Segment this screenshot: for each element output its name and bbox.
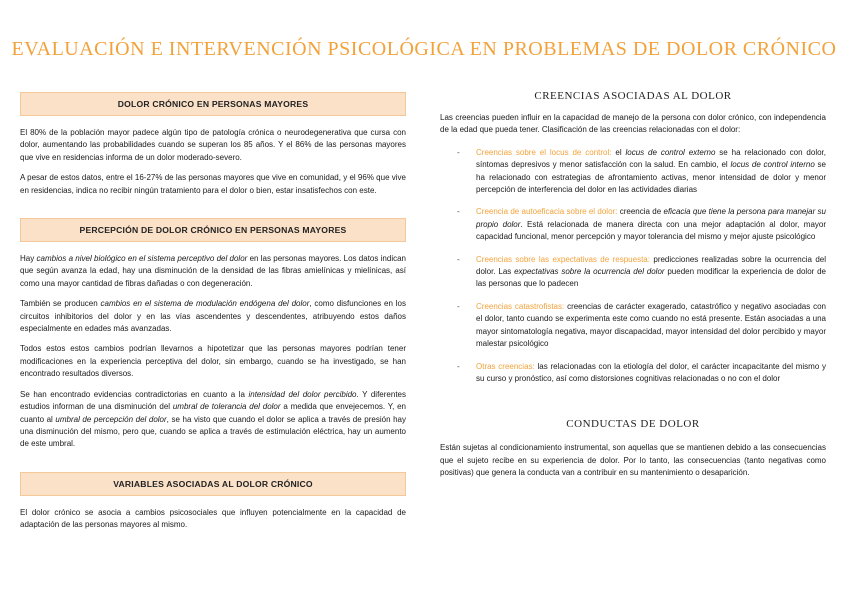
paragraph: También se producen cambios en el sistema de modulación endógena del dolor, como disfunciones en los circuitos inhibitorios del dolor y en las vías ascendentes y descendentes, atribuyendo estos daños especialmente en edades más avanzadas.: [20, 299, 406, 334]
creencias-list: [440, 147, 826, 386]
document-title: EVALUACIÓN E INTERVENCIÓN PSICOLÓGICA EN PROBLEMAS DE DOLOR CRÓNICO: [11, 38, 837, 60]
bullet-dash: -: [457, 254, 460, 264]
left-column: [20, 92, 406, 532]
list-item: - Creencias sobre el locus de control: el locus de control externo se ha relacionado con dolor, síntomas depresivos y menor satisfacción con la salud. En cambio, el locus de control interno se ha relacionado con estrategias de afrontamiento activas, menor intensidad de dolor y menor percepción de interferencia del dolor en las actividades diarias: [457, 147, 827, 195]
paragraph: Las creencias pueden influir en la capacidad de manejo de la persona con dolor crónico, con independencia de la edad que pueda tener. Clasificación de las creencias relacionadas con el dolor:: [440, 113, 826, 135]
bullet-dash: -: [457, 207, 460, 217]
right-column: [440, 90, 826, 480]
paragraph: El dolor crónico se asocia a cambios psicosociales que influyen potencialmente en la capacidad de adaptación de las personas mayores al mismo.: [20, 507, 406, 530]
paragraph: El 80% de la población mayor padece algún tipo de patología crónica o neurodegenerativa que cursa con dolor, aumentando las probabilidades cuando se superan los 85 años. Y el 86% de las personas mayores que vive en residencias informa de un dolor moderado-severo.: [20, 128, 406, 162]
paragraph: A pesar de estos datos, entre el 16-27% de las personas mayores que vive en comunidad, y el 96% que vive en residencias, indica no recibir ningún tratamiento para el dolor o bien, estar insatisfechos con este.: [20, 173, 406, 195]
list-item: - Creencias sobre las expectativas de respuesta: predicciones realizadas sobre la ocurrencia del dolor. Las expectativas sobre la ocurrencia del dolor pueden modificar la experiencia de dolor de las personas que lo padecen: [457, 254, 826, 289]
bullet-dash: -: [457, 301, 460, 311]
list-item: - Creencia de autoeficacia sobre el dolor: creencia de eficacia que tiene la persona para manejar su propio dolor. Está relacionada de manera directa con una mejor adaptación al dolor, mayor capacidad funcional, menor percepción y mayor tolerancia del mismo y mejor ajuste psicológico: [457, 207, 826, 242]
list-item: - Otras creencias: las relacionadas con la etiología del dolor, el carácter incapacitante del mismo y su curso y pronóstico, así como distorsiones cognitivas relacionadas o no con el dolor: [457, 361, 826, 383]
paragraph: Se han encontrado evidencias contradictorias en cuanto a la intensidad del dolor percibido. Y diferentes estudios informan de una disminución del umbral de tolerancia del dolor a medida que envejecemos. Y, en cuanto al umbral de percepción del dolor, se ha visto que cuando el dolor se aplica a través de presión hay una disminución del mismo, pero que, cuando se aplica a través de estimulación eléctrica, hay un aumento de este umbral.: [20, 389, 406, 449]
paragraph: Están sujetas al condicionamiento instrumental, son aquellas que se mantienen debido a las consecuencias que el sujeto recibe en su experiencia de dolor. Por lo tanto, las consecuencias (tanto negativas como positivas) que genera la conducta van a contribuir en su mantenimiento o desaparición.: [440, 443, 826, 478]
paragraph: Todos estos estos cambios podrían llevarnos a hipotetizar que las personas mayores podrían tener modificaciones en la experiencia perceptiva del dolor, sin embargo, cuando se ha investigado, se han encontrado resultados diversos.: [20, 344, 406, 379]
section-heading-conductas: CONDUCTAS DE DOLOR: [566, 418, 700, 431]
section-heading-variables: VARIABLES ASOCIADAS AL DOLOR CRÓNICO: [20, 472, 406, 496]
section-heading-creencias: CREENCIAS ASOCIADAS AL DOLOR: [534, 90, 732, 102]
section-heading-dolor-cronico: DOLOR CRÓNICO EN PERSONAS MAYORES: [20, 92, 406, 116]
bullet-dash: -: [457, 361, 460, 371]
bullet-dash: -: [457, 147, 460, 157]
paragraph: Hay cambios a nivel biológico en el sistema perceptivo del dolor en las personas mayores. Los datos indican que según avanza la edad, hay una disminución de la densidad de las fibras amielínicas y mielínicas, así como una mayor cantidad de fibras dañadas o con degeneración.: [20, 254, 407, 288]
list-item: - Creencias catastrofistas: creencias de carácter exagerado, catastrófico y negativo asociadas con el dolor, tanto cuando se experimenta este como cuando no está presente. Están asociadas a una mayor sintomatología negativa, mayor discapacidad, mayor intensidad del dolor percibido y mayor malestar psicológico: [457, 301, 826, 349]
section-heading-percepcion: PERCEPCIÓN DE DOLOR CRÓNICO EN PERSONAS MAYORES: [20, 218, 406, 242]
